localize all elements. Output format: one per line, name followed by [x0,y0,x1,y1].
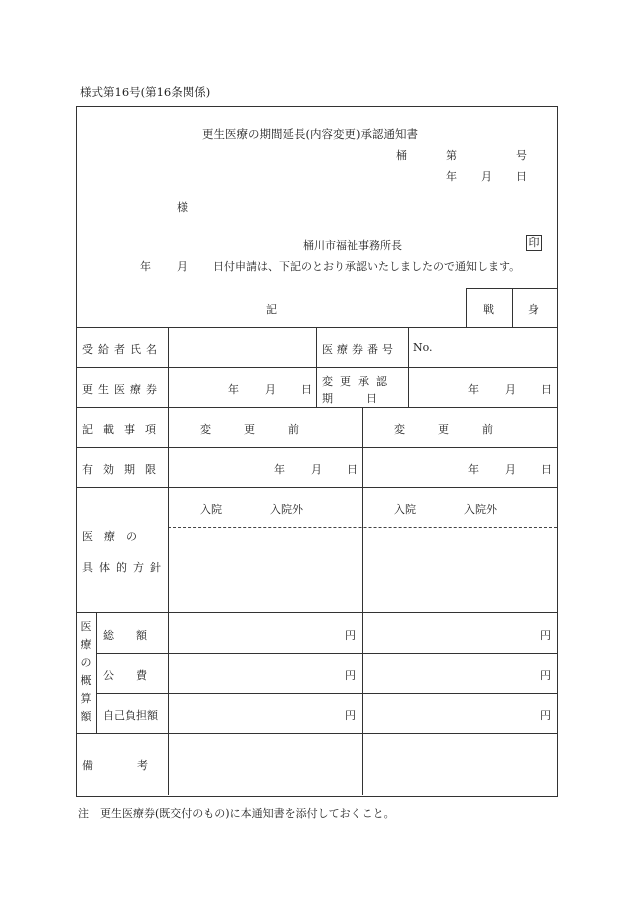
intro-month: 月 [177,260,188,273]
validity-before-month: 月 [311,463,322,476]
row-divider [76,487,557,488]
ticket-label: 更生医療券 [82,383,162,396]
form-number-label: 様式第16号(第16条関係) [80,85,211,99]
ticket-number-label: 医療券番号 [322,343,397,356]
issue-year: 年 [446,170,457,183]
validity-before-day: 日 [347,463,358,476]
stamp-sen: 戦 [483,303,494,316]
change-month: 月 [505,383,516,396]
validity-after-day: 日 [541,463,552,476]
col-divider [316,327,317,407]
policy-label-line1: 医 療 の [82,530,137,543]
intro-year: 年 [140,260,151,273]
stamp-divider [466,288,467,327]
footnote: 注 更生医療券(既交付のもの)に本通知書を添付しておくこと。 [78,807,395,820]
yen-unit: 円 [540,709,551,722]
row-divider [76,447,557,448]
recipient-name-label: 受給者氏名 [82,343,162,356]
before-outpatient: 入院外 [270,503,303,516]
after-header: 変 更 前 [394,423,493,436]
row-divider [96,693,557,694]
doc-number-dai: 第 [446,149,457,162]
self-pay-label: 自己負担額 [103,709,158,722]
yen-unit: 円 [345,669,356,682]
col-divider [168,327,169,795]
row-divider [76,733,557,734]
col-divider [362,407,363,795]
ticket-year: 年 [228,383,239,396]
yen-unit: 円 [540,669,551,682]
row-divider [76,407,557,408]
validity-label: 有効期限 [82,463,166,476]
intro-text: 日付申請は、下記のとおり承認いたしましたので通知します。 [213,260,521,273]
row-divider [76,612,557,613]
seal-mark: 印 [526,235,542,251]
doc-number-prefix: 桶 [396,149,407,162]
validity-after-month: 月 [505,463,516,476]
stamp-divider [512,288,513,327]
doc-number-go: 号 [516,149,527,162]
total-label: 総 額 [103,629,147,642]
issue-day: 日 [516,170,527,183]
policy-label-line2: 具体的方針 [82,561,167,574]
yen-unit: 円 [345,629,356,642]
issue-month: 月 [481,170,492,183]
ki-label: 記 [266,303,277,316]
validity-before-year: 年 [274,463,285,476]
document-title: 更生医療の期間延長(内容変更)承認通知書 [202,127,418,141]
col-divider [408,327,409,407]
after-inpatient: 入院 [394,503,416,516]
before-inpatient: 入院 [200,503,222,516]
validity-after-year: 年 [468,463,479,476]
change-year: 年 [468,383,479,396]
yen-unit: 円 [345,709,356,722]
ticket-month: 月 [265,383,276,396]
addressee-suffix: 様 [177,201,188,214]
ticket-number-prefix: No. [413,341,433,354]
row-divider [96,653,557,654]
col-divider [96,612,97,733]
change-approve-label: 変更承認 [322,375,394,388]
yen-unit: 円 [540,629,551,642]
public-label: 公 費 [103,669,147,682]
before-header: 変 更 前 [200,423,299,436]
after-outpatient: 入院外 [464,503,497,516]
estimate-vertical-label: 医療の概算額 [80,620,92,723]
issuer-name: 桶川市福祉事務所長 [303,239,402,252]
ticket-day: 日 [301,383,312,396]
change-approve-date-label: 期 日 [322,392,377,405]
change-day: 日 [541,383,552,396]
stamp-shin: 身 [528,303,539,316]
remarks-label: 備 考 [82,759,148,772]
entries-label: 記載事項 [82,423,166,436]
